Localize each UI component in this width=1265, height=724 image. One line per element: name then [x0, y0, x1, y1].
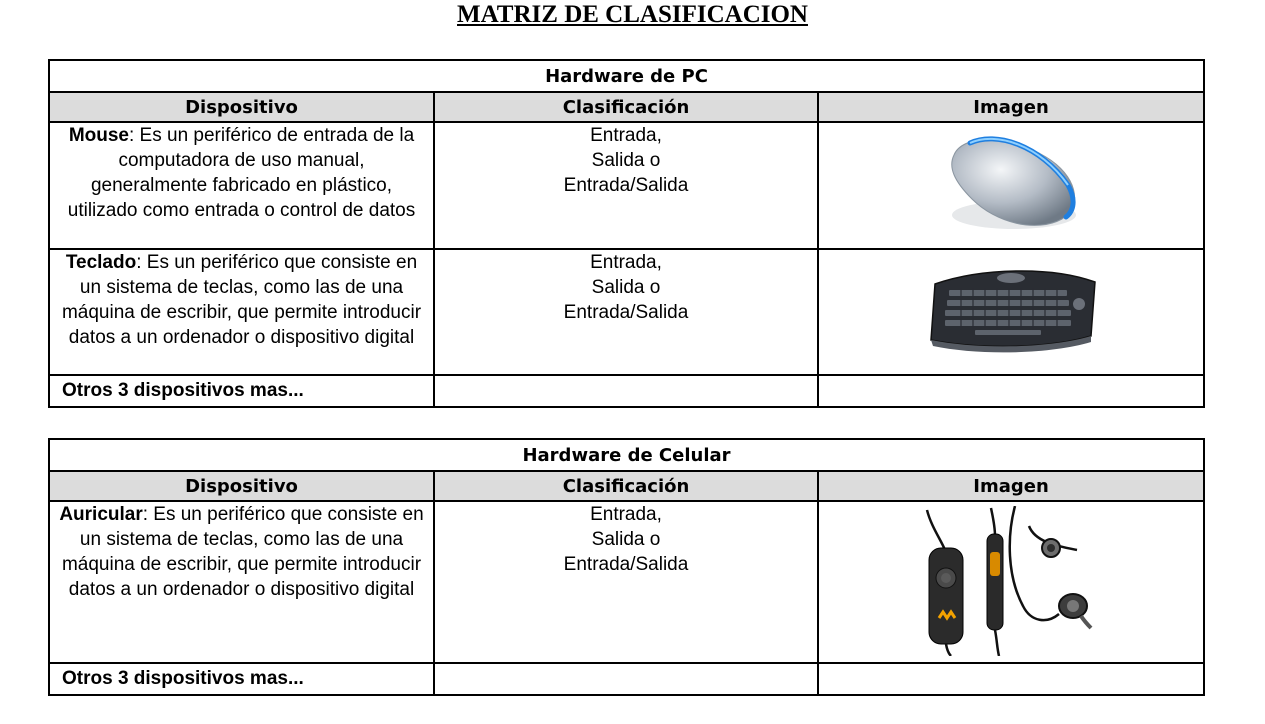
device-description-text: : Es un periférico que consiste en un sistema de teclas, como las de una máquina de escribir, que permite introducir datos a un ordenador o dispositivo digital — [61, 504, 424, 600]
device-description — [49, 249, 434, 375]
classification-line: Salida o — [591, 150, 661, 171]
page-title: MATRIZ DE CLASIFICACION — [457, 1, 808, 28]
device-name: Mouse — [68, 125, 129, 146]
device-classification — [434, 249, 818, 375]
table-caption: Hardware de Celular — [49, 439, 1204, 471]
device-image-cell — [818, 501, 1204, 663]
table-row — [49, 122, 1204, 249]
table-row — [49, 249, 1204, 375]
device-name: Teclado — [65, 252, 137, 273]
column-header-device: Dispositivo — [49, 471, 434, 501]
device-image-cell — [818, 122, 1204, 249]
empty-cell — [434, 663, 818, 695]
classification-line: Entrada/Salida — [563, 302, 689, 323]
device-name: Auricular — [59, 504, 143, 525]
column-header-device: Dispositivo — [49, 92, 434, 122]
classification-line: Salida o — [591, 529, 661, 550]
classification-line: Entrada, — [590, 125, 662, 146]
table-row — [49, 375, 1204, 407]
table-row — [49, 501, 1204, 663]
column-header-image: Imagen — [818, 471, 1204, 501]
empty-cell — [818, 375, 1204, 407]
device-description-text: : Es un periférico de entrada de la computadora de uso manual, generalmente fabricado en plástico, utilizado como entrada o control de datos — [67, 125, 416, 221]
device-classification — [434, 122, 818, 249]
column-header-classification: Clasificación — [434, 92, 818, 122]
table-caption: Hardware de PC — [49, 60, 1204, 92]
cellphone-hardware-table — [48, 438, 1205, 696]
other-devices-note: Otros 3 dispositivos mas... — [49, 663, 434, 695]
keyboard-image — [921, 258, 1101, 358]
classification-line: Salida o — [591, 277, 661, 298]
device-classification — [434, 501, 818, 663]
table-row — [49, 663, 1204, 695]
device-description-text: : Es un periférico que consiste en un sistema de teclas, como las de una máquina de escribir, que permite introducir datos a un ordenador o dispositivo digital — [61, 252, 422, 348]
device-description — [49, 501, 434, 663]
mouse-image — [936, 127, 1086, 239]
column-header-classification: Clasificación — [434, 471, 818, 501]
device-image-cell — [818, 249, 1204, 375]
device-description — [49, 122, 434, 249]
empty-cell — [818, 663, 1204, 695]
classification-line: Entrada, — [590, 504, 662, 525]
empty-cell — [434, 375, 818, 407]
column-header-image: Imagen — [818, 92, 1204, 122]
earphones-image — [911, 506, 1111, 656]
other-devices-note: Otros 3 dispositivos mas... — [49, 375, 434, 407]
classification-line: Entrada/Salida — [563, 554, 689, 575]
classification-line: Entrada/Salida — [563, 175, 689, 196]
classification-line: Entrada, — [590, 252, 662, 273]
pc-hardware-table — [48, 59, 1205, 408]
